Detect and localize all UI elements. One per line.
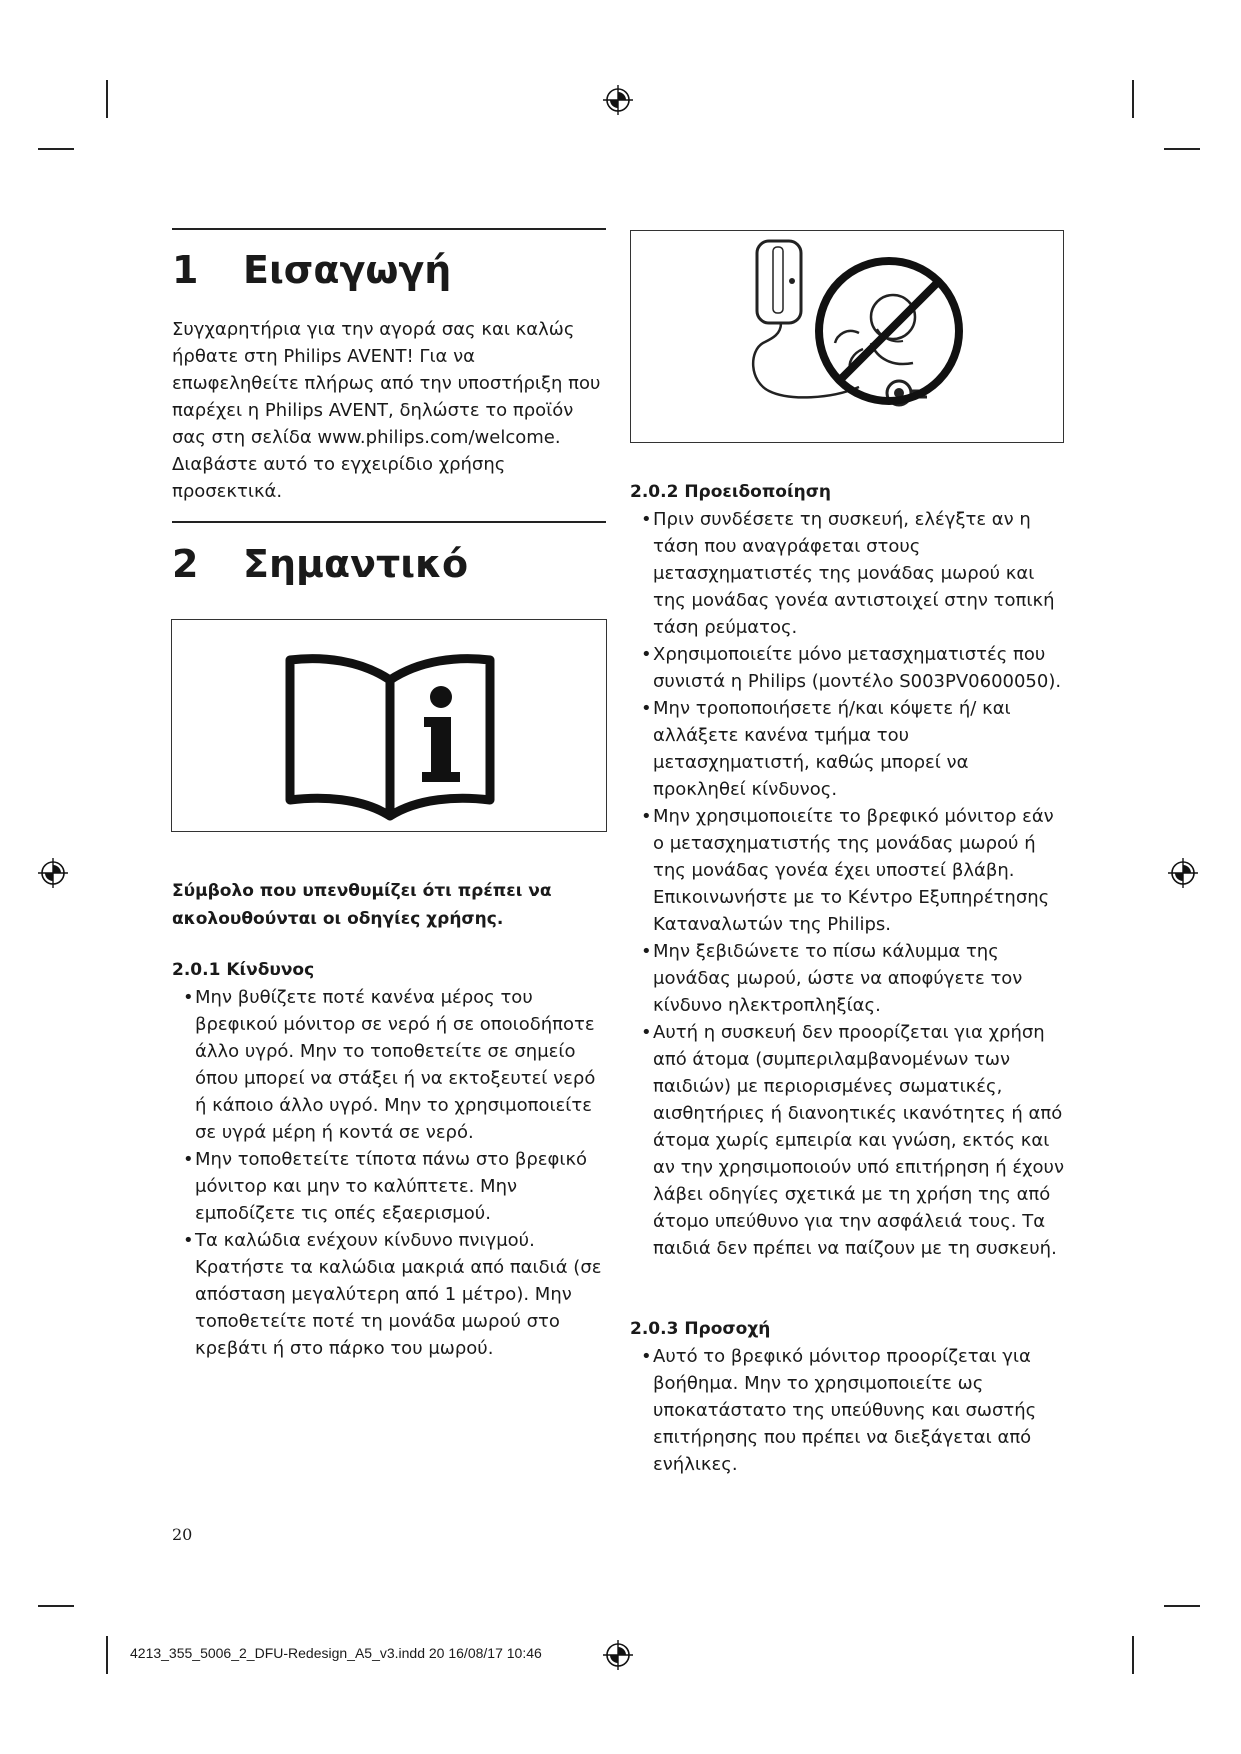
chapter-2-rule [172,521,606,523]
chapter-2-title: Σημαντικό [243,542,469,586]
caution-list [630,1343,1064,1478]
list-item: • Μην χρησιμοποιείτε το βρεφικό μόνιτορ εάν ο μετασχηματιστής της μονάδας μωρού ή της μονάδας γονέα έχει υποστεί βλάβη. Επικοινωνήστε με το Κέντρο Εξυπηρέτησης Καταναλωτών της Philips. [630,803,1064,938]
list-item: • Πριν συνδέσετε τη συσκευή, ελέγξτε αν η τάση που αναγράφεται στους μετασχηματιστές της μονάδας μωρού και της μονάδας γονέα αντιστοιχεί στην τοπική τάση ρεύματος. [630,506,1064,641]
registration-mark-icon [1168,858,1198,888]
chapter-1-rule [172,228,606,230]
list-item: • Αυτό το βρεφικό μόνιτορ προορίζεται για βοήθημα. Μην το χρησιμοποιείτε ως υποκατάστατο της υπεύθυνης και σωστής επιτήρησης που πρέπει να διεξάγεται από ενήλικες. [630,1343,1064,1478]
read-instructions-book-icon [172,620,608,833]
crop-mark-bottom-left-vertical [106,1636,108,1674]
chapter-2-number: 2 [172,542,199,586]
read-manual-symbol-box [171,619,607,832]
chapter-2-heading [172,541,606,587]
danger-heading: 2.0.1 Κίνδυνος [172,960,315,980]
registration-mark-icon [603,85,633,115]
registration-mark-icon [603,1640,633,1670]
chapter-1-title: Εισαγωγή [243,248,452,292]
warning-list [630,506,1064,1262]
danger-list [172,984,606,1362]
chapter-1-number: 1 [172,248,199,292]
chapter-1-heading [172,247,606,293]
caution-heading: 2.0.3 Προσοχή [630,1319,771,1339]
warning-heading: 2.0.2 Προειδοποίηση [630,482,832,502]
symbol-caption: Σύμβολο που υπενθυμίζει ότι πρέπει να ακολουθούνται οι οδηγίες χρήσης. [172,881,552,929]
crop-mark-bottom-right-horizontal [1164,1605,1200,1607]
no-cord-near-baby-icon [631,231,1065,444]
crop-mark-bottom-right-vertical [1132,1636,1134,1674]
list-item: • Μην τροποποιήσετε ή/και κόψετε ή/ και αλλάξετε κανένα τμήμα του μετασχηματιστή, καθώς μπορεί να προκληθεί κίνδυνος. [630,695,1064,803]
list-item: • Μην βυθίζετε ποτέ κανένα μέρος του βρεφικού μόνιτορ σε νερό ή σε οποιοδήποτε άλλο υγρό. Μην το τοποθετείτε σε σημείο όπου μπορεί να στάξει ή να εκτοξευτεί νερό ή κάποιο άλλο υγρό. Μην το χρησιμοποιείτε σε υγρά μέρη ή κοντά σε νερό. [172,984,606,1146]
page-number: 20 [172,1525,193,1544]
list-item: • Τα καλώδια ενέχουν κίνδυνο πνιγμού. Κρατήστε τα καλώδια μακριά από παιδιά (σε απόσταση μεγαλύτερη από 1 μέτρο). Μην τοποθετείτε ποτέ τη μονάδα μωρού στο κρεβάτι ή στο πάρκο του μωρού. [172,1227,606,1362]
list-item: • Μην τοποθετείτε τίποτα πάνω στο βρεφικό μόνιτορ και μην το καλύπτετε. Μην εμποδίζετε τις οπές εξαερισμού. [172,1146,606,1227]
crop-mark-top-left-vertical [106,80,108,118]
registration-mark-icon [38,858,68,888]
list-item: • Χρησιμοποιείτε μόνο μετασχηματιστές που συνιστά η Philips (μοντέλο S003PV0600050). [630,641,1064,695]
list-item: • Αυτή η συσκευή δεν προορίζεται για χρήση από άτομα (συμπεριλαμβανομένων των παιδιών) με περιορισμένες σωματικές, αισθητήριες ή διανοητικές ικανότητες ή από άτομα χωρίς εμπειρία και γνώση, εκτός και αν την χρησιμοποιούν υπό επιτήρηση ή έχουν λάβει οδηγίες σχετικά με τη χρήση της από άτομο υπεύθυνο για την ασφάλειά τους. Τα παιδιά δεν πρέπει να παίζουν με τη συσκευή. [630,1019,1064,1262]
crop-mark-top-right-vertical [1132,80,1134,118]
intro-paragraph: Συγχαρητήρια για την αγορά σας και καλώς ήρθατε στη Philips AVENT! Για να επωφεληθείτε πλήρως από την υποστήριξη που παρέχει η Philips AVENT, δηλώστε το προϊόν σας στη σελίδα www.philips.com/welcome. Διαβάστε αυτό το εγχειρίδιο χρήσης προσεκτικά. [172,319,601,502]
cord-warning-illustration-box [630,230,1064,443]
crop-mark-top-left-horizontal [38,148,74,150]
crop-mark-top-right-horizontal [1164,148,1200,150]
crop-mark-bottom-left-horizontal [38,1605,74,1607]
print-slug: 4213_355_5006_2_DFU-Redesign_A5_v3.indd 20 16/08/17 10:46 [130,1645,542,1661]
list-item: • Μην ξεβιδώνετε το πίσω κάλυμμα της μονάδας μωρού, ώστε να αποφύγετε τον κίνδυνο ηλεκτροπληξίας. [630,938,1064,1019]
